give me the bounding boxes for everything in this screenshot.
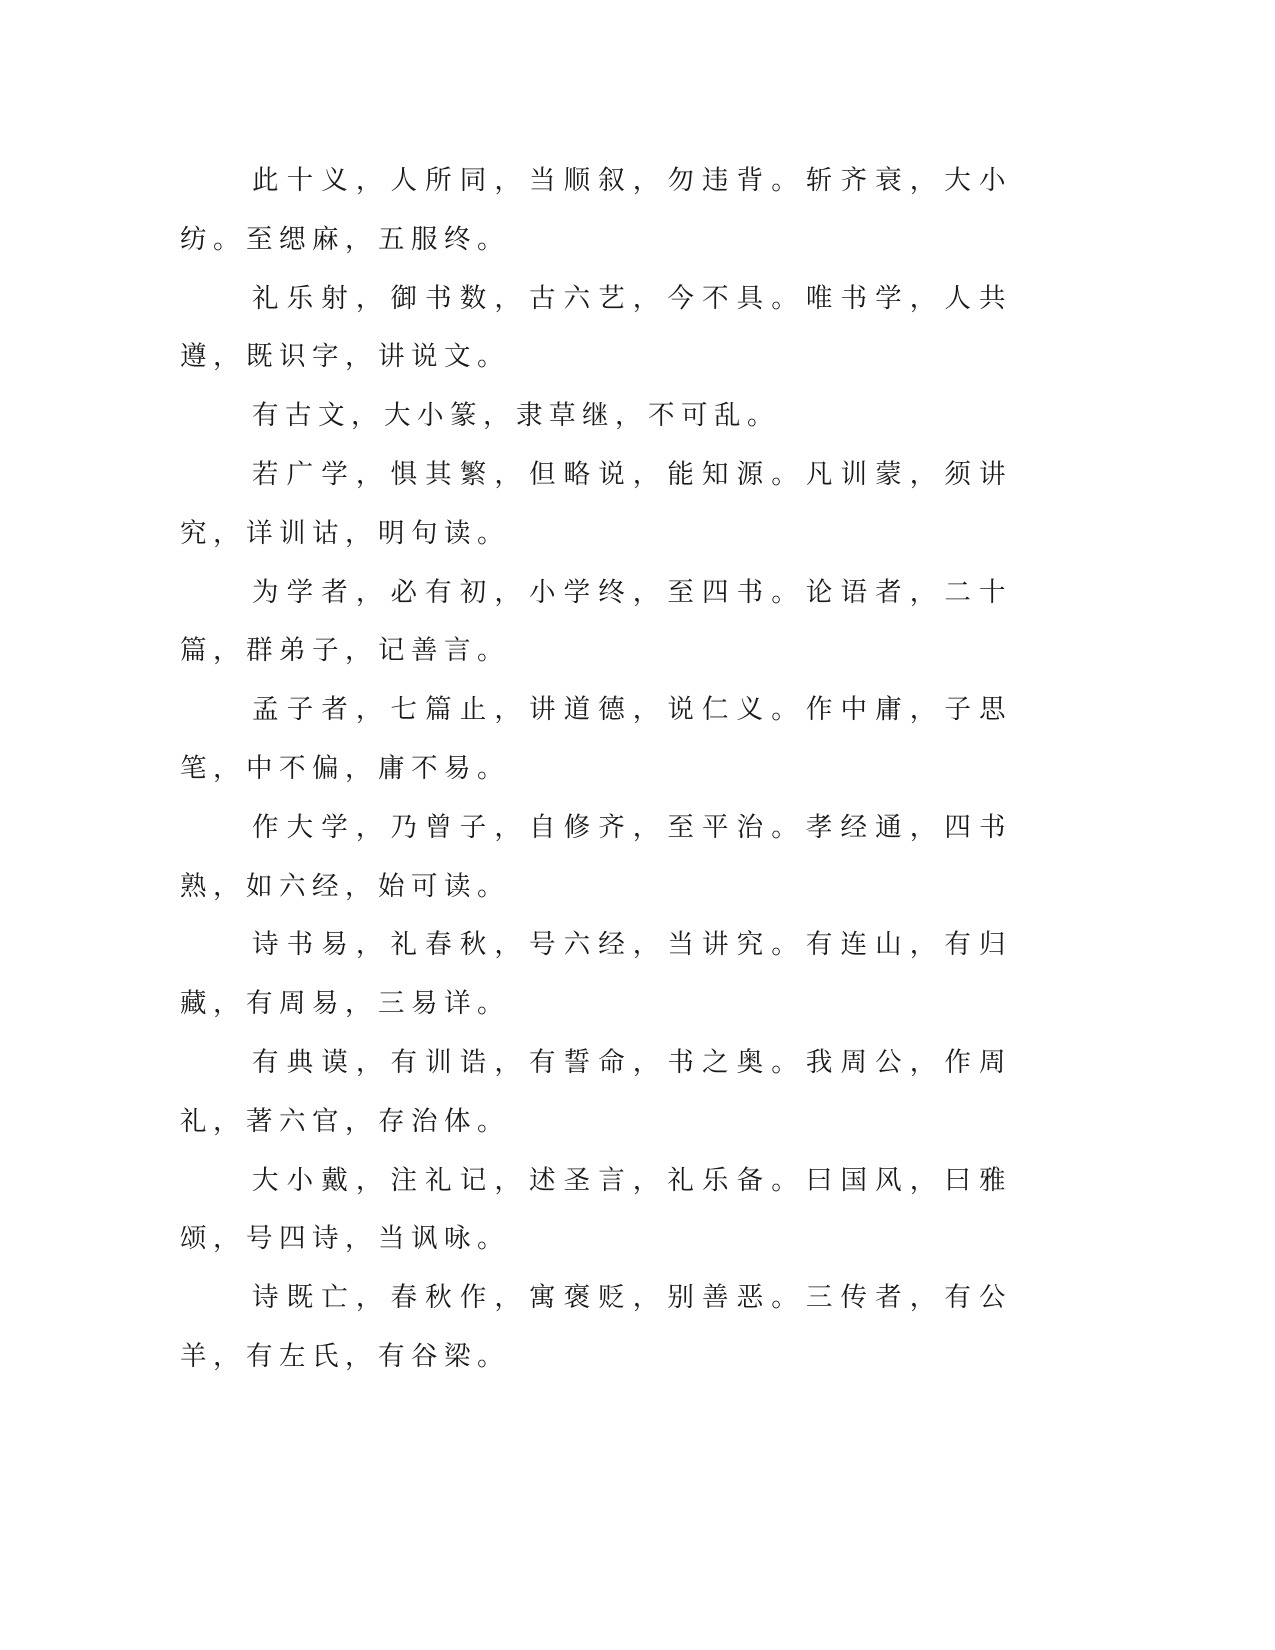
document-page xyxy=(180,152,1012,1387)
paragraph: 礼乐射，御书数，古六艺，今不具。唯书学，人共遵，既识字，讲说文。 xyxy=(180,282,1012,373)
paragraph: 有古文，大小篆，隶草继，不可乱。 xyxy=(252,400,780,432)
paragraph: 孟子者，七篇止，讲道德，说仁义。作中庸，子思笔，中不偏，庸不易。 xyxy=(180,694,1012,784)
paragraph: 诗书易，礼春秋，号六经，当讲究。有连山，有归藏，有周易，三易详。 xyxy=(180,929,1012,1020)
paragraph: 此十义，人所同，当顺叙，勿违背。斩齐衰，大小纺。至缌麻，五服终。 xyxy=(180,165,1012,255)
paragraph: 若广学，惧其繁，但略说，能知源。凡训蒙，须讲究，详训诂，明句读。 xyxy=(180,458,1012,549)
paragraph: 诗既亡，春秋作，寓褒贬，别善恶。三传者，有公羊，有左氏，有谷梁。 xyxy=(180,1282,1012,1372)
paragraph: 作大学，乃曾子，自修齐，至平治。孝经通，四书熟，如六经，始可读。 xyxy=(180,811,1012,902)
paragraph: 大小戴，注礼记，述圣言，礼乐备。曰国风，曰雅颂，号四诗，当讽咏。 xyxy=(180,1164,1012,1255)
paragraph: 为学者，必有初，小学终，至四书。论语者，二十篇，群弟子，记善言。 xyxy=(180,576,1012,667)
paragraph: 有典谟，有训诰，有誓命，书之奥。我周公，作周礼，著六官，存治体。 xyxy=(180,1046,1012,1137)
